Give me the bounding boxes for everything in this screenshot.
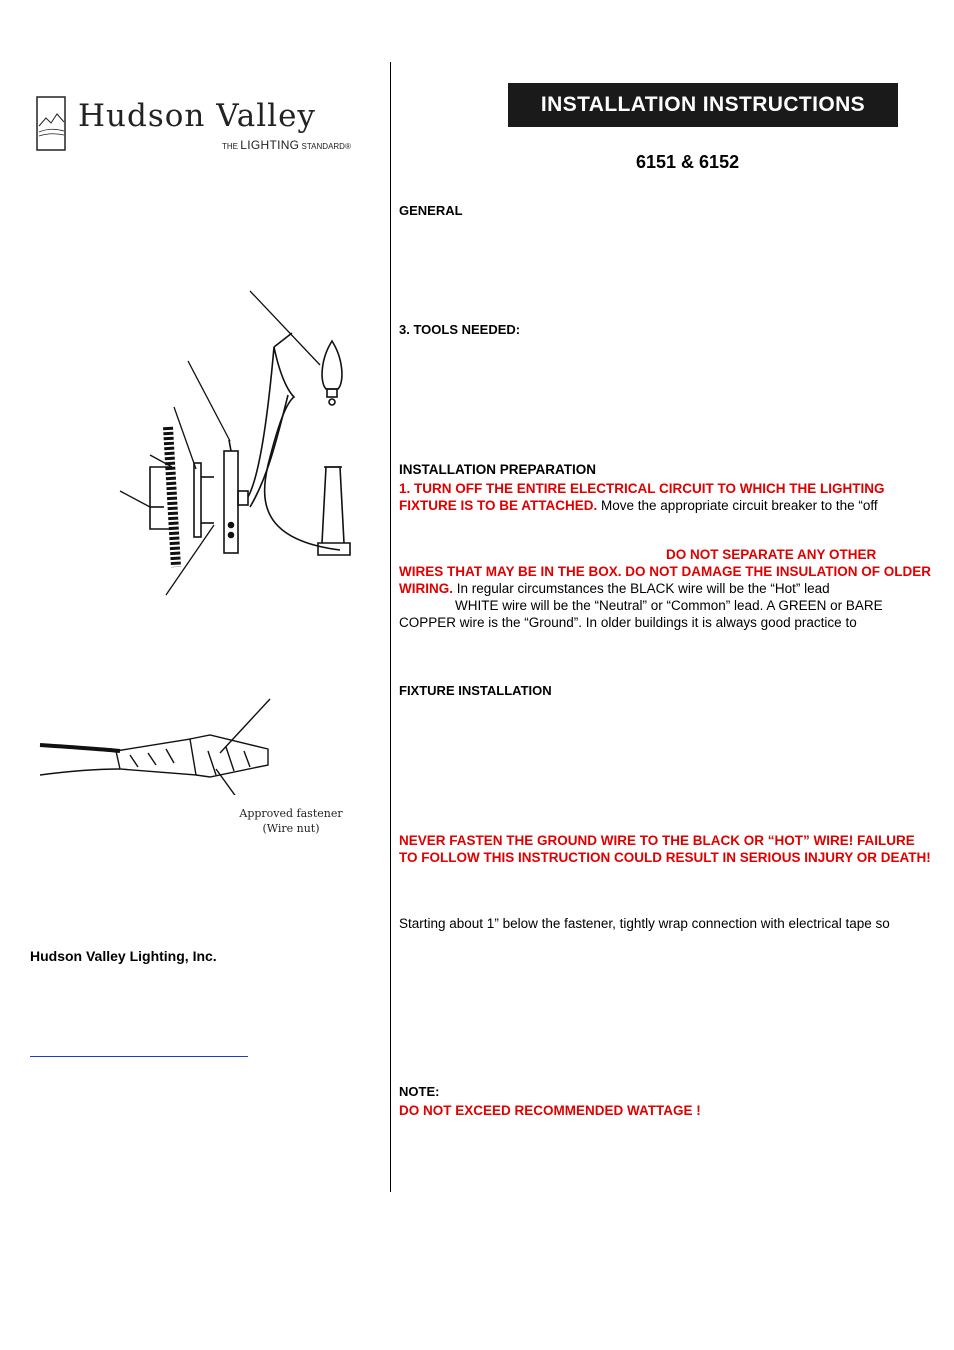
logo-tag-prefix: THE <box>222 142 238 151</box>
company-name: Hudson Valley Lighting, Inc. <box>30 948 217 964</box>
tape-instruction: Starting about 1” below the fastener, tightly wrap connection with electrical tape so <box>399 916 890 931</box>
heading-general: GENERAL <box>399 203 463 218</box>
logo-tag-main: LIGHTING <box>240 138 300 152</box>
prep-text-2: In regular circumstances the BLACK wire will be the “Hot” lead <box>453 581 830 596</box>
website-link-underline[interactable] <box>30 1056 248 1057</box>
sconce-assembly-diagram <box>110 285 370 605</box>
heading-tools: 3. TOOLS NEEDED: <box>399 322 521 337</box>
ground-wire-warning: NEVER FASTEN THE GROUND WIRE TO THE BLACK OR “HOT” WIRE! FAILURE TO FOLLOW THIS INSTRUCTION COULD RESULT IN SERIOUS INJURY OR DEATH! <box>399 833 931 865</box>
logo-tagline <box>222 138 351 152</box>
wattage-warning: DO NOT EXCEED RECOMMENDED WATTAGE ! <box>399 1103 701 1118</box>
mountain-logo-icon <box>36 96 70 152</box>
wire-splice-diagram <box>30 695 280 795</box>
prep-text-1: Move the appropriate circuit breaker to the “off <box>597 498 878 513</box>
heading-note: NOTE: <box>399 1084 440 1099</box>
title-banner: INSTALLATION INSTRUCTIONS <box>508 83 898 127</box>
prep-warning-1: 1. TURN OFF THE ENTIRE ELECTRICAL CIRCUIT TO WHICH THE LIGHTING FIXTURE IS TO BE ATTACHED. <box>399 481 885 513</box>
wire-caption-line2: (Wire nut) <box>262 822 320 835</box>
heading-prep: INSTALLATION PREPARATION <box>399 462 596 477</box>
wire-caption-line1: Approved fastener <box>239 807 343 820</box>
wire-caption <box>226 806 356 836</box>
column-divider <box>390 62 391 1192</box>
prep-text-3: WHITE wire will be the “Neutral” or “Common” lead. A GREEN or BARE COPPER wire is the “Ground”. In older buildings it is always good practice to <box>399 598 883 630</box>
logo-wordmark: Hudson Valley <box>78 98 316 134</box>
brand-logo <box>36 96 376 156</box>
heading-fixture: FIXTURE INSTALLATION <box>399 683 552 698</box>
prep-warning-2a-text: DO NOT SEPARATE ANY OTHER <box>666 547 877 562</box>
logo-tag-suffix: STANDARD® <box>301 142 351 151</box>
prep-step-2 <box>399 563 934 597</box>
prep-warning-2a <box>666 546 926 563</box>
model-numbers: 6151 & 6152 <box>636 152 740 172</box>
prep-step-1 <box>399 480 934 514</box>
prep-warning-2b: WIRES THAT MAY BE IN THE BOX. DO NOT DAMAGE THE INSULATION OF OLDER WIRING. <box>399 564 932 596</box>
